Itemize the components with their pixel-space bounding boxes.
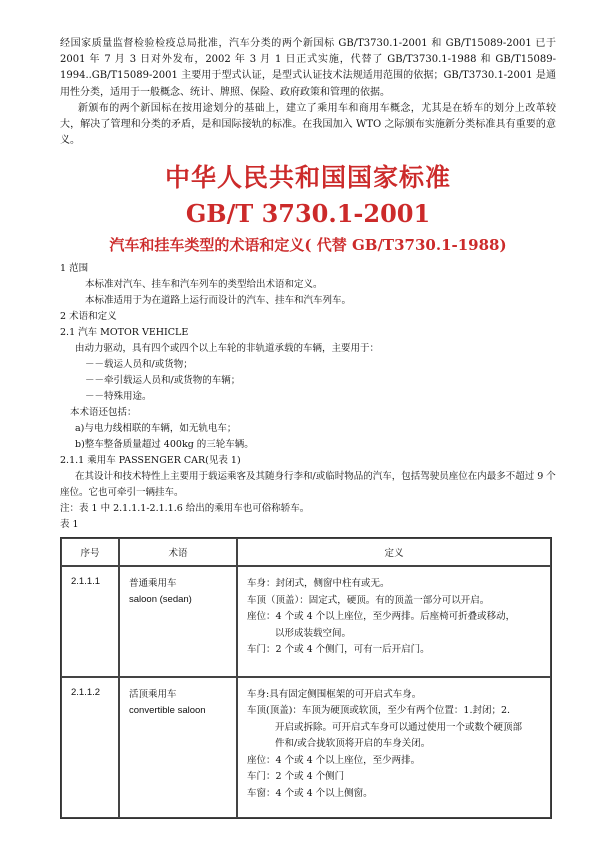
section-1-paragraph-2: 本标准适用于为在道路上运行而设计的汽车、挂车和汽车列车。 (85, 295, 352, 307)
header-term: 术语 (119, 538, 237, 566)
standard-code: GB/T 3730.1-2001 (185, 199, 431, 229)
definition-line: 座位：4 个或 4 个以上座位，至少两排。 (247, 754, 421, 766)
include-item: a)与电力线相联的车辆，如无轨电车； (75, 423, 237, 435)
definition-line: 车顶（顶盖）：固定式，硬顶。有的顶盖一部分可以开启。 (247, 594, 490, 606)
section-2-1-description: 由动力驱动，具有四个或四个以上车轮的非轨道承载的车辆，主要用于： (75, 343, 380, 355)
section-scope (60, 261, 556, 309)
intro-paragraph-2: 新颁布的两个新国标在按用途划分的基础上，建立了乘用车和商用车概念，尤其是在轿车的划分上改革较大，解决了管理和分类的矛盾，是和国际接轨的标准。在我国加入 WTO 之际颁布实施新分类标准具有重要的意义。 (60, 102, 556, 147)
definition-line: 开启或拆除。可开启式车身可以通过使用一个或数个硬顶部 (275, 721, 523, 733)
section-2-1-heading: 2.1 汽车 MOTOR VEHICLE (60, 327, 189, 339)
header-index: 序号 (61, 538, 119, 566)
section-1-paragraph-1: 本标准对汽车、挂车和汽车列车的类型给出术语和定义。 (85, 279, 323, 291)
row-term-en: convertible saloon (129, 704, 206, 716)
definition-line: 车门：2 个或 4 个侧门，可有一后开启门。 (247, 644, 430, 656)
row-id: 2.1.1.2 (71, 686, 101, 698)
header-definition: 定义 (237, 538, 551, 566)
document-page (60, 36, 556, 819)
definition-line: 件和/或合拢软顶将开启的车身关闭。 (275, 738, 431, 750)
definition-line: 车门：2 个或 4 个侧门 (247, 771, 345, 783)
use-item: －－载运人员和/或货物； (85, 359, 193, 371)
row-term-cn: 普通乘用车 (129, 578, 177, 590)
definition-line: 座位：4 个或 4 个以上座位，至少两排。后座椅可折叠或移动， (247, 611, 516, 623)
row-id: 2.1.1.1 (71, 576, 101, 588)
section-terms (60, 309, 556, 533)
intro-paragraph-1: 经国家质量监督检验检疫总局批准，汽车分类的两个新国标 GB/T3730.1-2001 和 GB/T15089-2001 已于 2001 年 7 月 3 日对外发布，2002 年 3 月 1 日正式实施，代替了 GB/T3730.1-1988 和 GB/T15089-1994..GB/T15089-2001 主要用于型式认证，是型式认证技术法规适用范围的依据；GB/T3730.1-2001 是通用性分类，适用于一般概念、统计、牌照、保险、政府政策和管理的依据。 (60, 38, 556, 98)
definition-line: 车身:具有固定侧围框架的可开启式车身。 (247, 688, 422, 700)
table-row (61, 677, 551, 819)
definition-line: 车顶(顶盖)：车顶为硬顶或软顶，至少有两个位置：1.封闭；2. (247, 705, 511, 717)
standard-title: 中华人民共和国国家标准 (164, 163, 451, 193)
table-header-row (61, 538, 551, 566)
row-term-cn: 活顶乘用车 (129, 688, 177, 700)
definition-line: 车身：封闭式，侧窗中柱有或无。 (247, 578, 390, 590)
standard-subtitle: 汽车和挂车类型的术语和定义( 代替 GB/T3730.1-1988) (109, 236, 507, 255)
section-2-1-1-heading: 2.1.1 乘用车 PASSENGER CAR(见表 1) (60, 455, 241, 467)
includes-label: 本术语还包括： (70, 407, 137, 419)
use-item: －－特殊用途。 (85, 391, 152, 403)
definition-line: 车窗：4 个或 4 个以上侧窗。 (247, 787, 373, 799)
table-label: 表 1 (60, 519, 79, 531)
include-item: b)整车整备质量超过 400kg 的三轮车辆。 (75, 439, 254, 451)
section-2-heading: 2 术语和定义 (60, 311, 117, 323)
use-item: －－牵引载运人员和/或货物的车辆； (85, 375, 241, 387)
table-row (61, 566, 551, 677)
row-term-en: saloon (sedan) (129, 594, 192, 606)
vehicle-definition-table (60, 537, 552, 819)
section-2-1-1-description: 在其设计和技术特性上主要用于载运乘客及其随身行李和/或临时物品的汽车，包括驾驶员座位在内最多不超过 9 个座位。它也可牵引一辆挂车。 (60, 471, 556, 499)
definition-line: 以形成装载空间。 (275, 627, 352, 639)
section-1-heading: 1 范围 (60, 263, 89, 275)
table-note: 注：表 1 中 2.1.1.1-2.1.1.6 给出的乘用车也可俗称轿车。 (60, 503, 310, 515)
